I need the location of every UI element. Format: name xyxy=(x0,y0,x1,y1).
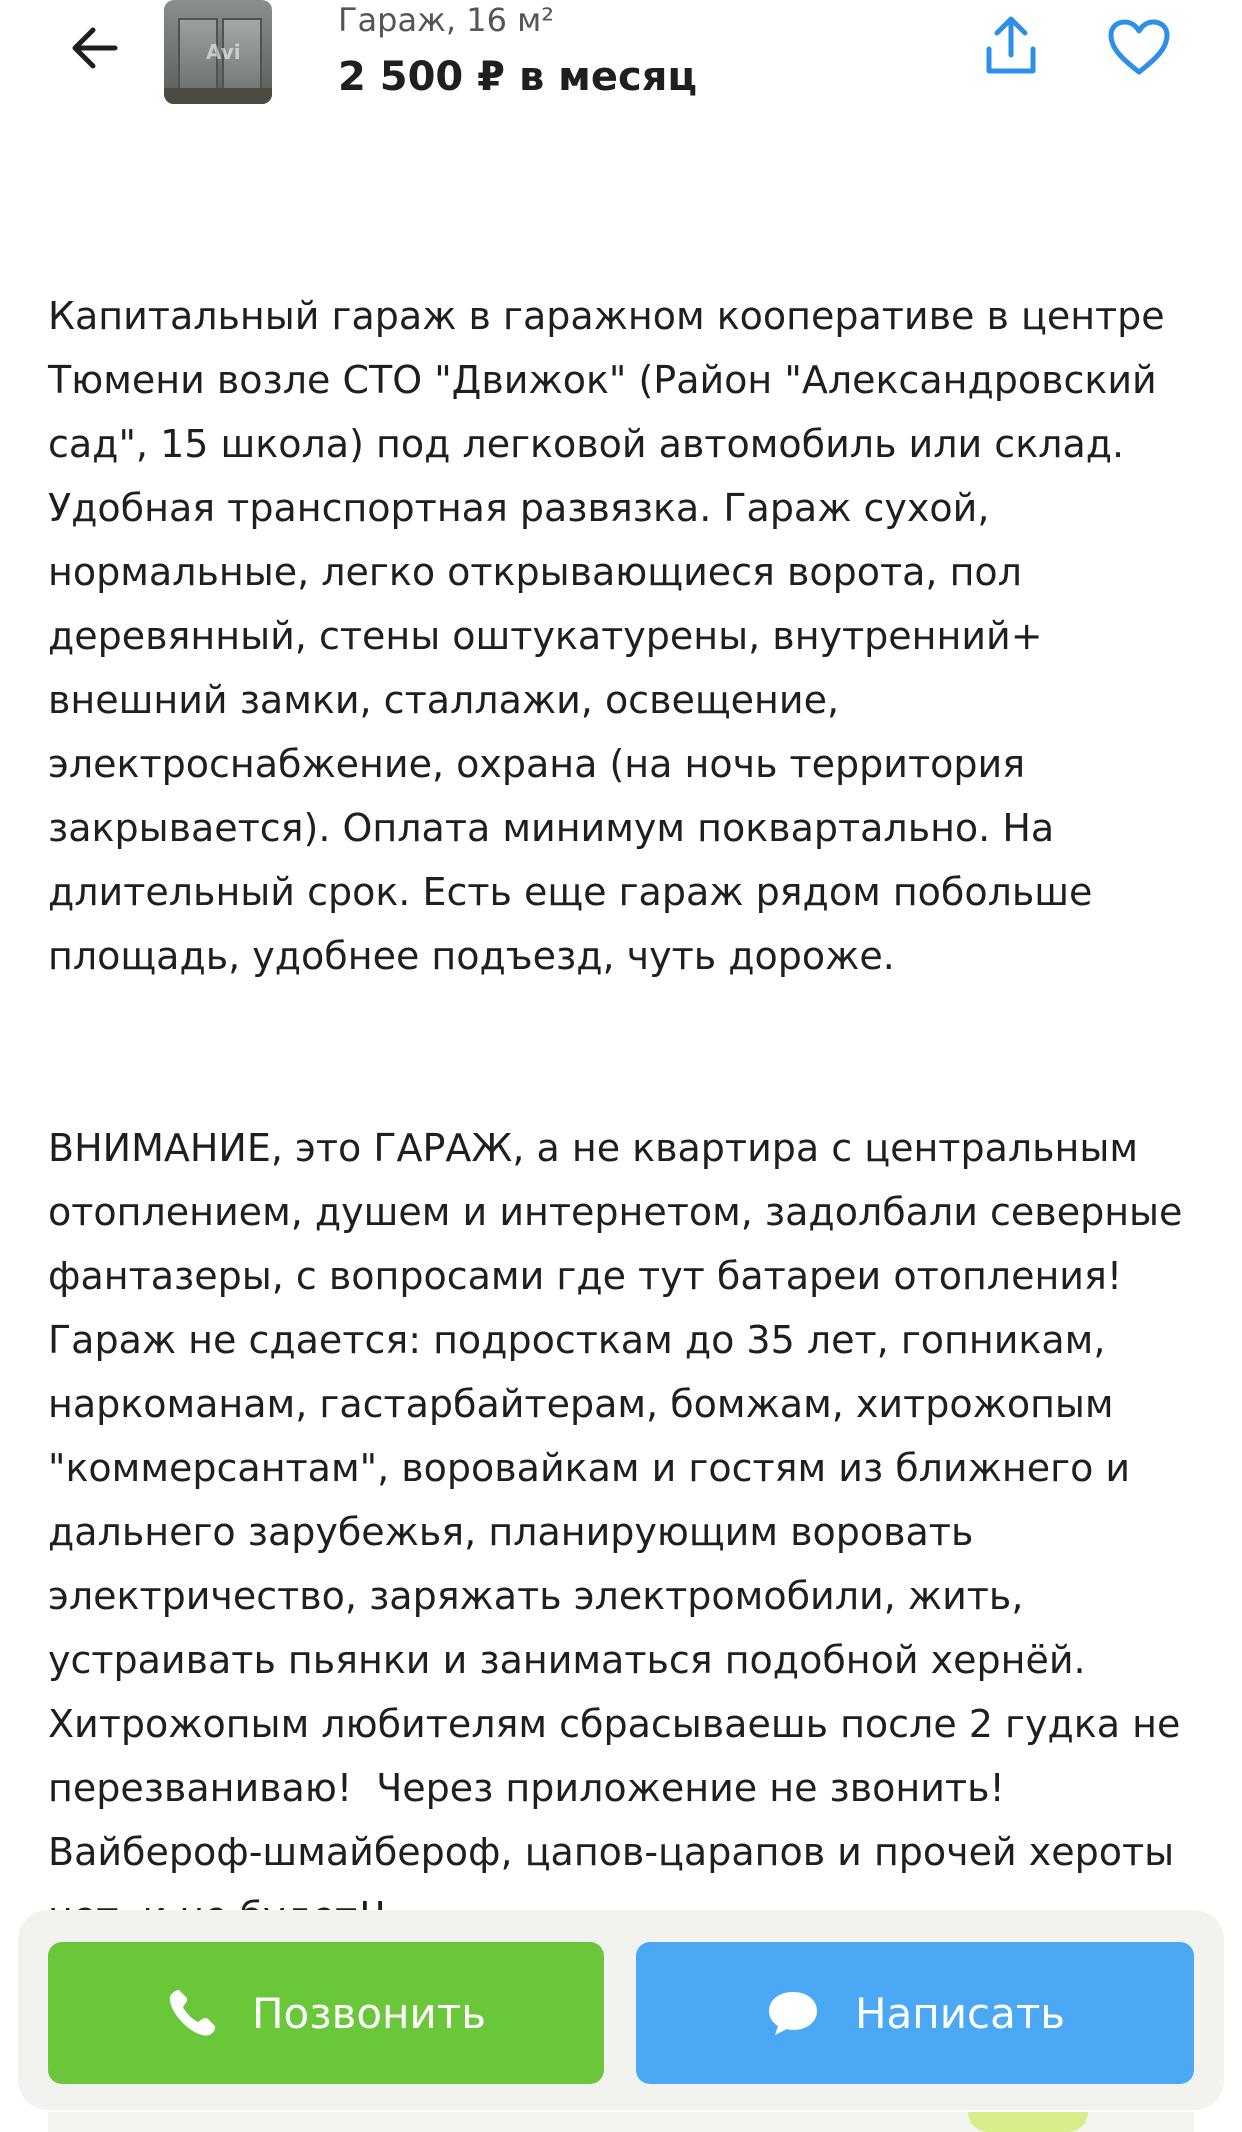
chat-bubble-icon xyxy=(765,1988,821,2038)
write-button[interactable] xyxy=(636,1942,1194,2084)
bottom-accent-shape xyxy=(968,2112,1088,2132)
listing-thumbnail[interactable] xyxy=(164,0,272,104)
favorite-button[interactable] xyxy=(1104,14,1174,84)
share-button[interactable] xyxy=(976,14,1046,84)
description-paragraph: Капитальный гараж в гаражном кооперативе в центре Тюмени возле СТО "Движок" (Район "Александровский сад", 15 школа) под легковой автомобиль или склад. Удобная транспортная развязка. Гараж сухой, нормальные, легко открывающиеся ворота, пол деревянный, стены оштукатурены, внутренний+ внешний замки, сталлажи, освещение, электроснабжение, охрана (на ночь территория закрывается). Оплата минимум поквартально. На длительный срок. Есть еще гараж рядом побольше площадь, удобнее подъезд, чуть дороже. xyxy=(48,294,1177,978)
listing-description xyxy=(48,156,1208,2012)
bottom-panel-edge xyxy=(48,2112,1194,2132)
thumbnail-ground xyxy=(164,88,272,104)
arrow-left-icon xyxy=(69,26,119,74)
phone-icon xyxy=(166,1987,218,2039)
thumbnail-watermark: Avi xyxy=(206,40,241,64)
listing-subtitle: Гараж, 16 м² xyxy=(338,1,555,39)
top-bar xyxy=(0,0,1242,130)
write-button-label: Написать xyxy=(854,1988,1066,2038)
heart-icon xyxy=(1107,18,1171,80)
description-paragraph: ВНИМАНИЕ, это ГАРАЖ, а не квартира с центральным отоплением, душем и интернетом, задолбали северные фантазеры, с вопросами где тут батареи отопления! Гараж не сдается: подросткам до 35 лет, гопникам, наркоманам, гастарбайтерам, бомжам, хитрожопым "коммерсантам", воровайкам и гостям из ближнего и дальнего зарубежья, планирующим воровать электричество, заряжать электромобили, жить, устраивать пьянки и заниматься подобной хернёй. Хитрожопым любителям сбрасываешь после 2 гудка не перезваниваю! Через приложение не звонить! Вайбероф-шмайбероф, цапов-царапов и прочей хероты xyxy=(48,1126,1183,1874)
call-button[interactable] xyxy=(48,1942,604,2084)
back-button[interactable] xyxy=(62,18,126,82)
share-icon xyxy=(981,15,1041,83)
listing-price: 2 500 ₽ в месяц xyxy=(338,54,698,100)
call-button-label: Позвонить xyxy=(251,1988,487,2038)
